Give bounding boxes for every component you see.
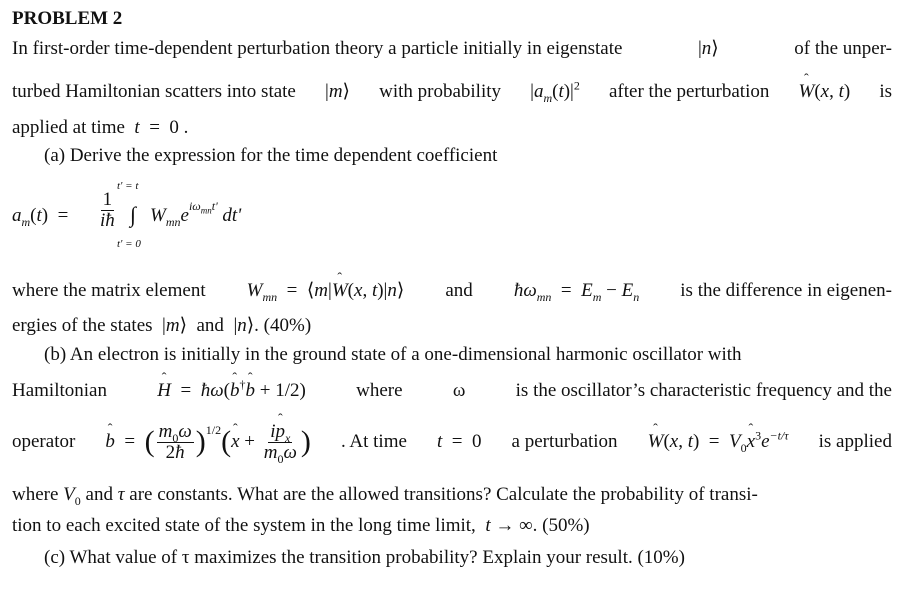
omega-symbol: ω: [452, 380, 466, 401]
part-b-text-1: (b) An electron is initially in the ground state of a one-dimensional harmonic oscillator with: [44, 344, 742, 365]
part-a-line-2: [12, 316, 311, 335]
part-a-text-2a: ergies of the states: [12, 315, 153, 336]
intro-line-2: [12, 78, 892, 105]
coefficient-equation: [12, 178, 332, 253]
part-c-line: (c) What value of τ maximizes the transition probability? Explain your result. (10%): [44, 547, 685, 568]
ket-n: |n⟩: [697, 38, 719, 59]
perturbation-expr: ˆ W(x, $t) = V_0ˆ$ $x^3e^{-t/\tau}$: [648, 431, 789, 453]
time-zero-b: t = 0: [436, 431, 482, 452]
part-a-heading: (a) Derive the expression for the time dependent coefficient: [44, 145, 498, 166]
intro-text-2b: with probability: [379, 81, 501, 102]
operator-b-definition: ˆ b = ( $\frac{m_0\omega}{2ħ}$ ) $^{1/2}$ ( ˆ x + $\frac{iˆ p_x}{m_0\omega}$ ): [105, 422, 311, 463]
problem-title: PROBLEM 2: [12, 8, 123, 29]
upper-limit: t' = t: [117, 180, 139, 192]
part-b-line-4: where $V_0$ and τ are constants. What are the allowed transitions? Calculate the probability of transi-: [12, 484, 758, 508]
part-b-line-3: [12, 414, 892, 470]
part-b-text-5: tion to each excited state of the system in the long time limit,: [12, 515, 476, 536]
part-a-text-1c: is the difference in eigenen-: [680, 280, 892, 301]
ket-m-2: |m⟩: [157, 315, 192, 336]
long-time-limit: t → ∞: [485, 515, 533, 536]
fraction-numerator: 1: [102, 189, 113, 210]
part-b-text-3a: operator: [12, 431, 76, 452]
part-b-text-2c: is the oscillator’s characteristic frequency and the: [515, 380, 892, 401]
integrand: $W_{mn}e^{i\omega_{mn}t'}$ dt': [150, 198, 242, 229]
part-b-text-3d: is applied: [818, 431, 892, 452]
ket-m: |m⟩: [325, 81, 350, 102]
part-a-text-1b: and: [445, 280, 473, 301]
integral-sign: ∫: [130, 202, 137, 227]
time-zero: t = 0 .: [134, 117, 189, 138]
matrix-element-def: $W_{mn}$ = ⟨m|ˆ W(x, t)|n⟩: [247, 281, 405, 300]
part-a-text-1a: where the matrix element: [12, 280, 206, 301]
part-a-weight: . (40%): [254, 315, 312, 336]
intro-text-1a: In first-order time-dependent perturbation theory a particle initially in eigenstate: [12, 38, 623, 59]
perturbation-W: ˆ W(x, t): [798, 82, 850, 101]
intro-text-2c: after the perturbation: [608, 81, 770, 102]
intro-line-1: [12, 39, 892, 58]
intro-line-3: [12, 118, 188, 137]
intro-text-1b: of the unper-: [794, 38, 892, 59]
part-a-line-1: [12, 280, 892, 304]
part-a-text-2b: and: [196, 315, 224, 336]
part-b-text-2a: Hamiltonian: [12, 380, 107, 401]
intro-text-2a: turbed Hamiltonian scatters into state: [12, 81, 296, 102]
part-b-line-2: [12, 377, 892, 401]
probability-expr: $|a_m(t)|^2$: [530, 78, 580, 105]
intro-text-3: applied at time: [12, 117, 125, 138]
energy-difference: $ħ\omega_{mn} = E_m - E_n$: [513, 280, 640, 304]
prefactor-fraction: [98, 190, 117, 231]
part-b-text-3b: . At time: [340, 431, 407, 452]
coefficient-lhs: $a_m(t)$ =: [12, 205, 69, 229]
part-b-text-2b: where: [356, 380, 403, 401]
intro-text-2d: is: [879, 81, 892, 102]
part-b-text-4: are constants. What are the allowed transitions? Calculate the probability of transi-: [129, 484, 758, 505]
part-b-weight: . (50%): [532, 515, 590, 536]
fraction-denominator: iħ: [100, 209, 115, 231]
part-b-text-3c: a perturbation: [511, 431, 618, 452]
lower-limit: t' = 0: [117, 238, 141, 250]
hamiltonian-expr: ˆ H = ħω(ˆ b†ˆ b + 1/2): [157, 381, 306, 400]
part-b-line-5: [12, 516, 590, 535]
part-b-line-1: [44, 345, 892, 364]
ket-n-2: |n⟩: [228, 315, 255, 336]
